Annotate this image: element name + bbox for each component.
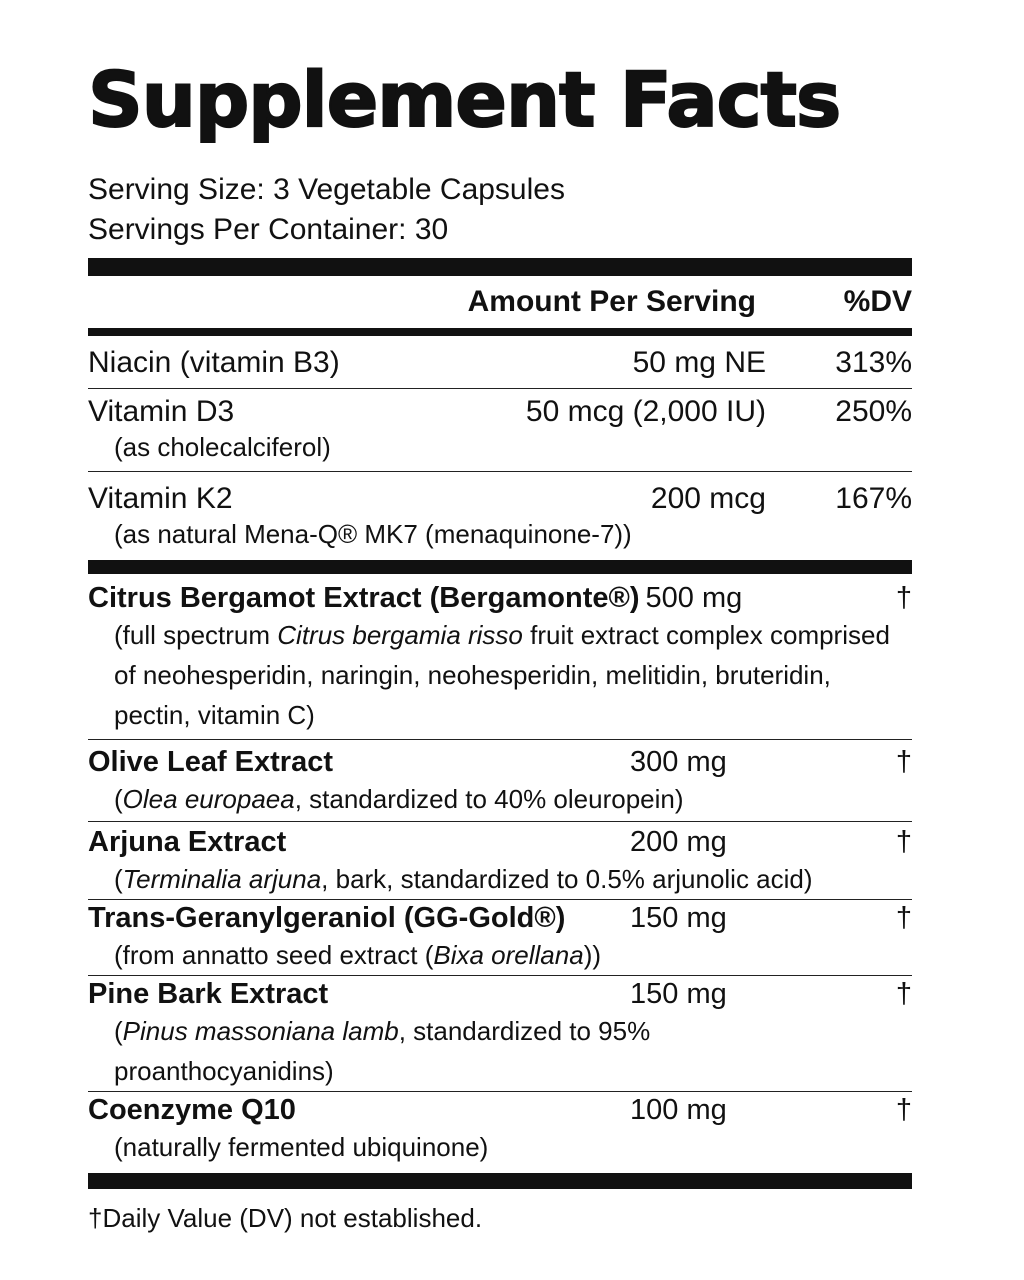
ingredient-row — [88, 900, 912, 975]
panel-title: Supplement Facts — [88, 55, 841, 144]
vitamin-amount: 50 mg NE — [632, 346, 766, 379]
dagger-symbol: † — [895, 1094, 912, 1126]
ingredient-description: (naturally fermented ubiquinone) — [114, 1132, 489, 1162]
footnote: †Daily Value (DV) not established. — [88, 1203, 483, 1233]
ingredient-name: Trans-Geranylgeraniol (GG-Gold®) — [88, 902, 566, 934]
dv-header: %DV — [843, 285, 912, 318]
ingredient-amount: 500 mg — [645, 582, 743, 614]
vitamins-divider — [88, 560, 912, 574]
vitamin-source: (as cholecalciferol) — [114, 432, 331, 462]
ingredient-description: (Olea europaea, standardized to 40% oleuropein) — [114, 784, 684, 814]
supplement-facts-panel — [88, 40, 912, 1234]
vitamin-dv: 250% — [835, 395, 912, 428]
ingredient-row — [88, 976, 912, 1091]
column-header — [88, 276, 912, 328]
ingredient-description: (Terminalia arjuna, bark, standardized to 0.5% arjunolic acid) — [114, 864, 813, 894]
ingredient-name: Olive Leaf Extract — [88, 746, 333, 778]
vitamin-amount: 50 mcg (2,000 IU) — [525, 395, 766, 428]
dagger-symbol: † — [895, 746, 912, 778]
vitamin-amount: 200 mcg — [650, 482, 766, 515]
ingredient-name: Citrus Bergamot Extract (Bergamonte®) — [88, 582, 640, 614]
serving-size: Serving Size: 3 Vegetable Capsules — [88, 173, 565, 206]
dagger-symbol: † — [895, 826, 912, 858]
dagger-symbol: † — [895, 582, 912, 614]
ingredient-description: (Pinus massoniana lamb, standardized to 95% proanthocyanidins) — [114, 1016, 651, 1086]
ingredient-name: Coenzyme Q10 — [88, 1094, 296, 1126]
vitamin-name: Vitamin D3 — [88, 395, 235, 428]
vitamin-name: Niacin (vitamin B3) — [88, 346, 340, 379]
ingredient-amount: 300 mg — [630, 746, 727, 778]
ingredient-amount: 150 mg — [630, 978, 727, 1010]
ingredient-row — [88, 574, 912, 739]
ingredient-name: Arjuna Extract — [88, 826, 287, 858]
ingredient-amount: 150 mg — [630, 902, 727, 934]
servings-per-container: Servings Per Container: 30 — [88, 213, 449, 246]
top-divider — [88, 258, 912, 276]
amount-header: Amount Per Serving — [467, 285, 756, 318]
vitamin-dv: 167% — [835, 482, 912, 515]
ingredient-row — [88, 740, 912, 821]
vitamin-name: Vitamin K2 — [88, 482, 233, 515]
ingredient-description: (from annatto seed extract (Bixa orellana)) — [114, 940, 602, 970]
vitamin-row — [88, 472, 912, 556]
vitamin-row — [88, 389, 912, 471]
header-divider — [88, 328, 912, 336]
dagger-symbol: † — [895, 978, 912, 1010]
ingredient-name: Pine Bark Extract — [88, 978, 329, 1010]
ingredient-amount: 200 mg — [630, 826, 727, 858]
dagger-symbol: † — [895, 902, 912, 934]
ingredient-amount: 100 mg — [630, 1094, 727, 1126]
vitamin-source: (as natural Mena-Q® MK7 (menaquinone-7)) — [114, 519, 632, 549]
vitamin-dv: 313% — [835, 346, 912, 379]
vitamin-row — [88, 336, 912, 388]
ingredient-row — [88, 822, 912, 899]
bottom-divider — [88, 1173, 912, 1189]
ingredient-description: (full spectrum Citrus bergamia risso fruit extract complex comprised of neohesperidin, naringin, neohesperidin, melitidin, bruteridin, pectin, vitamin C) — [114, 620, 890, 730]
ingredient-row — [88, 1092, 912, 1173]
